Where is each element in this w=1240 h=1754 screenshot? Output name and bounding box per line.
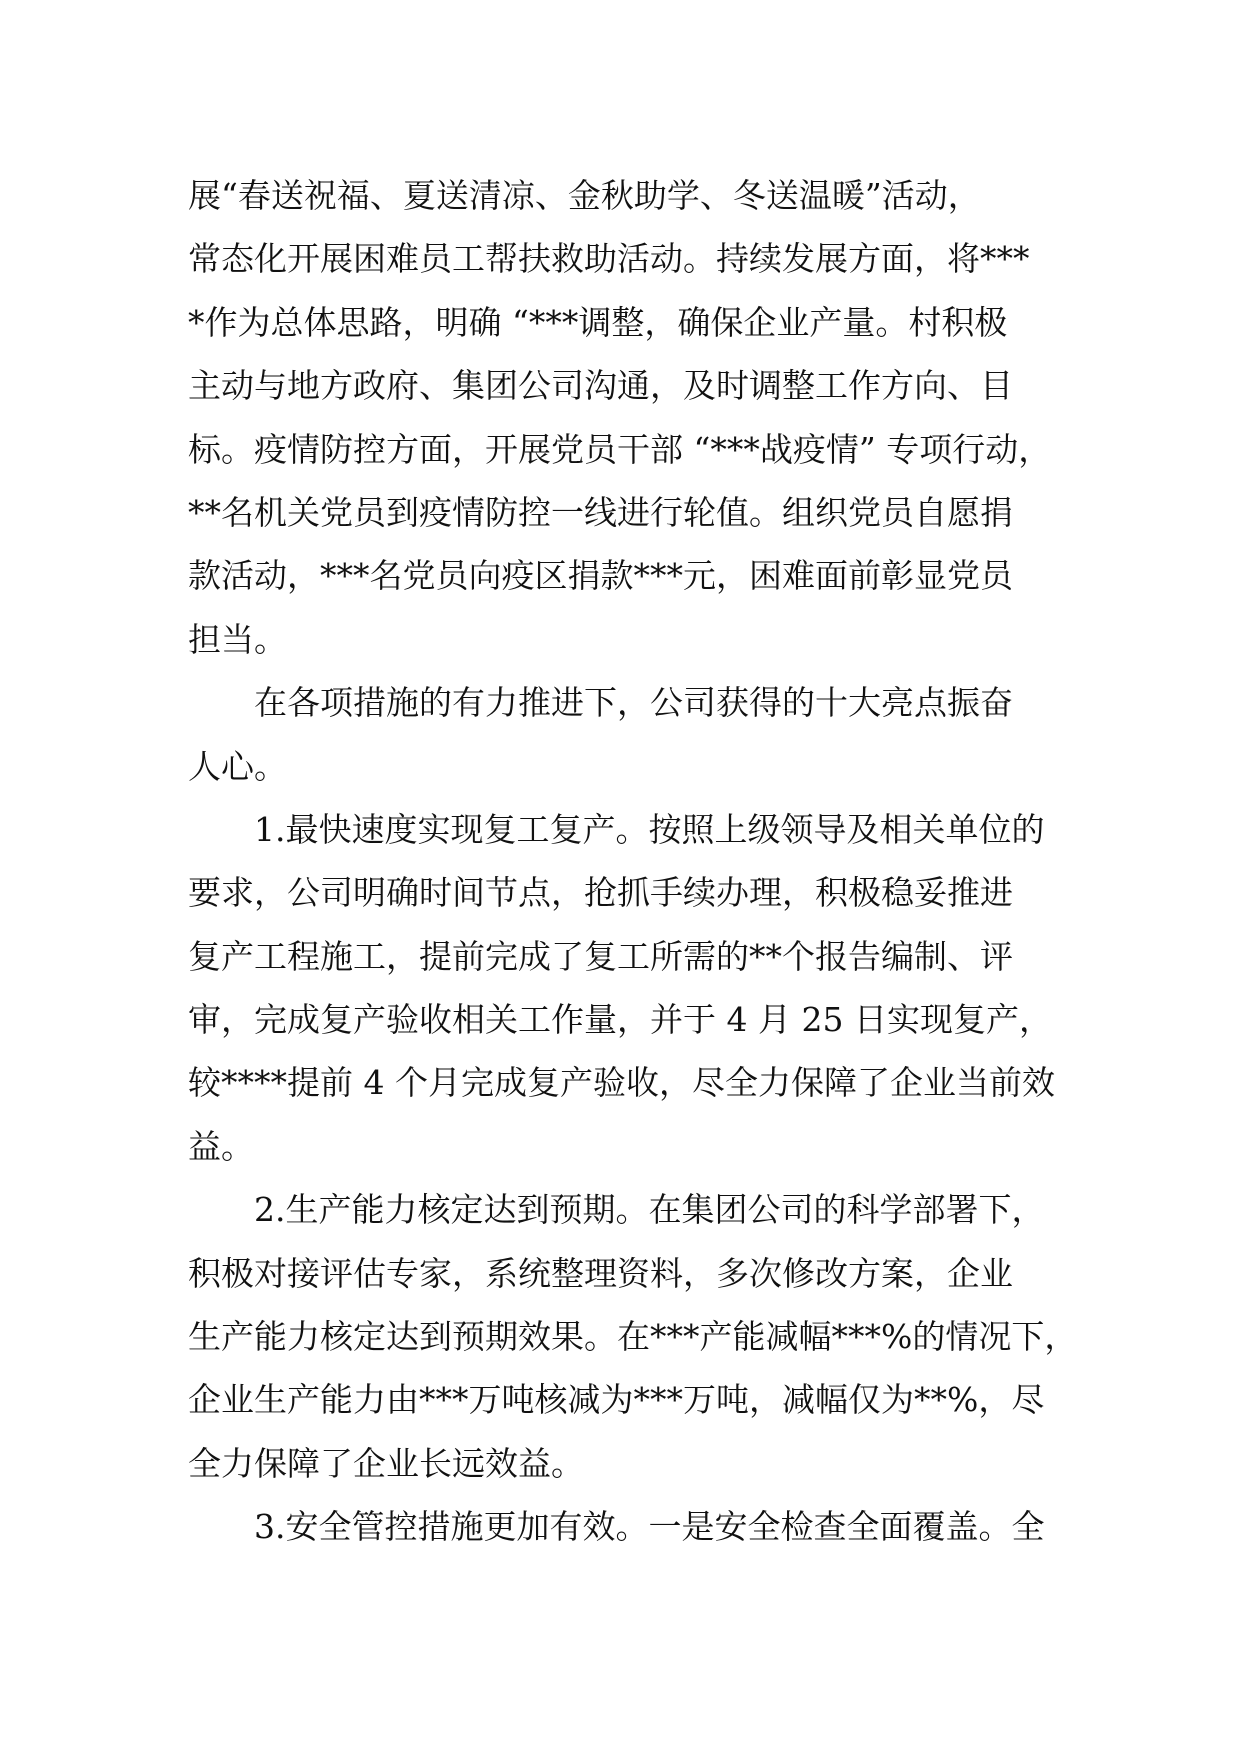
text-line: 主动与地方政府、集团公司沟通，及时调整工作方向、目: [188, 366, 1013, 406]
document-body: [188, 164, 1088, 1559]
text-line: 生产能力核定达到预期效果。在***产能减幅***%的情况下，: [188, 1317, 1078, 1357]
paragraph-5: [188, 1495, 1088, 1558]
text-line: 3.安全管控措施更加有效。一是安全检查全面覆盖。全: [254, 1507, 1045, 1547]
paragraph-4: [188, 1178, 1088, 1495]
text-line: 人心。: [188, 746, 287, 786]
text-line: 担当。: [188, 619, 287, 659]
text-line: 1.最快速度实现复工复产。按照上级领导及相关单位的: [254, 809, 1045, 849]
text-line: 较****提前 4 个月完成复产验收，尽全力保障了企业当前效: [188, 1063, 1055, 1103]
text-line: 常态化开展困难员工帮扶救助活动。持续发展方面，将***: [188, 239, 1030, 279]
text-line: 全力保障了企业长远效益。: [188, 1443, 584, 1483]
text-line: 益。: [188, 1126, 254, 1166]
text-line: 要求，公司明确时间节点，抢抓手续办理，积极稳妥推进: [188, 873, 1013, 913]
text-line: *作为总体思路，明确 “***调整，确保企业产量。村积极: [188, 302, 1008, 342]
text-line: 积极对接评估专家，系统整理资料，多次修改方案，企业: [188, 1253, 1013, 1293]
text-line: 复产工程施工，提前完成了复工所需的**个报告编制、评: [188, 936, 1013, 976]
text-line: **名机关党员到疫情防控一线进行轮值。组织党员自愿捐: [188, 492, 1013, 532]
text-line: 2.生产能力核定达到预期。在集团公司的科学部署下，: [254, 1190, 1045, 1230]
paragraph-3: [188, 798, 1088, 1178]
text-line: 标。疫情防控方面，开展党员干部 “***战疫情” 专项行动，: [188, 429, 1052, 469]
paragraph-2: [188, 671, 1088, 798]
text-line: 审，完成复产验收相关工作量，并于 4 月 25 日实现复产，: [188, 1000, 1052, 1040]
text-line: 在各项措施的有力推进下，公司获得的十大亮点振奋: [254, 683, 1013, 723]
text-line: 款活动，***名党员向疫区捐款***元，困难面前彰显党员: [188, 556, 1013, 596]
text-line: 企业生产能力由***万吨核减为***万吨，减幅仅为**%，尽: [188, 1380, 1045, 1420]
paragraph-1: [188, 164, 1088, 671]
text-line: 展“春送祝福、夏送清凉、金秋助学、冬送温暖”活动，: [188, 176, 981, 215]
